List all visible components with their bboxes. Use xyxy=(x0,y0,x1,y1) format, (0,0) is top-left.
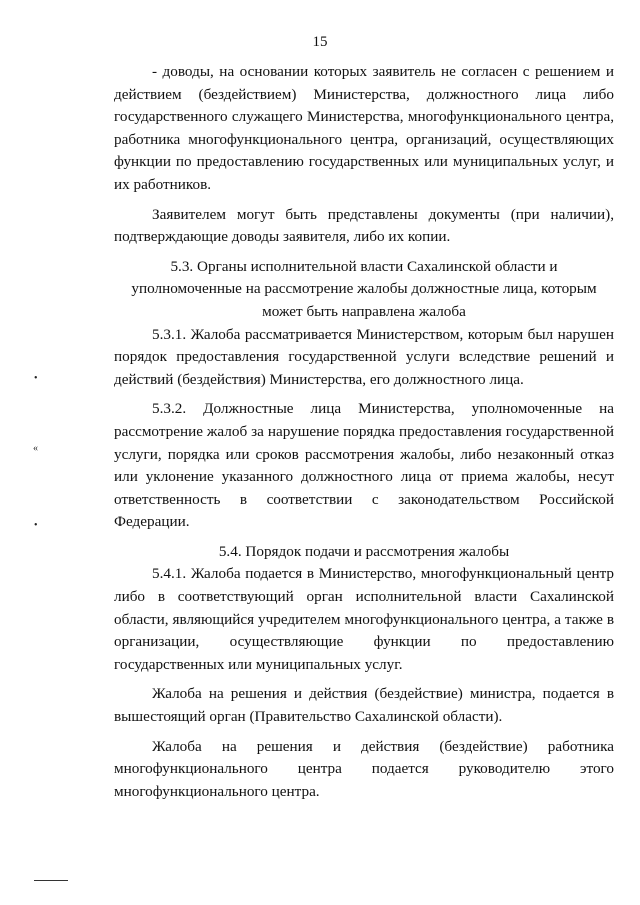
paragraph-mfc-complaint: Жалоба на решения и действия (бездействие) работника многофункционального центра подается руководителю этого многофункционального центра. xyxy=(114,737,614,800)
page-number: 15 xyxy=(312,34,328,50)
paragraph-arguments: - доводы, на основании которых заявитель не согласен с решением и действием (бездействием) Министерства, должностного лица либо государственного служащего Министерства, многофункционального центра, работника многофункционального центра, организаций, осуществляющих функции по предоставлению государственных или муниципальных услуг, и их работников. xyxy=(114,63,614,193)
paragraph-minister-complaint: Жалоба на решения и действия (бездействие) министра, подается в вышестоящий орган (Правительство Сахалинской области). xyxy=(114,685,614,726)
document-body xyxy=(114,61,614,803)
section-heading-5-3: 5.3. Органы исполнительной власти Сахалинской области и уполномоченные на рассмотрение жалобы должностные лица, которым может быть направлена жалоба xyxy=(131,257,597,320)
paragraph-5-4-1: 5.4.1. Жалоба подается в Министерство, многофункциональный центр либо в соответствующий орган исполнительной власти Сахалинской области, являющийся учредителем многофункционального центра, а также в организации, осуществляющие функции по предоставлению государственных или муниципальных услуг. xyxy=(114,565,614,673)
footnote-divider xyxy=(34,880,68,881)
margin-mark: • xyxy=(34,520,38,531)
margin-mark: • xyxy=(34,373,38,384)
paragraph-documents: Заявителем могут быть представлены документы (при наличии), подтверждающие доводы заявителя, либо их копии. xyxy=(114,205,614,246)
margin-mark: « xyxy=(33,443,38,454)
paragraph-5-3-1: 5.3.1. Жалоба рассматривается Министерством, которым был нарушен порядок предоставления государственной услуги вследствие решений и действий (бездействия) Министерства, его должностного лица. xyxy=(114,325,614,388)
section-heading-5-4: 5.4. Порядок подачи и рассмотрения жалобы xyxy=(218,542,510,560)
paragraph-5-3-2: 5.3.2. Должностные лица Министерства, уполномоченные на рассмотрение жалоб за нарушение порядка предоставления государственной услуги, порядка или сроков рассмотрения жалобы, либо незаконный отказ или уклонение указанного должностного лица от приема жалобы, несут ответственность в соответствии с законодательством Российской Федерации. xyxy=(114,400,614,531)
